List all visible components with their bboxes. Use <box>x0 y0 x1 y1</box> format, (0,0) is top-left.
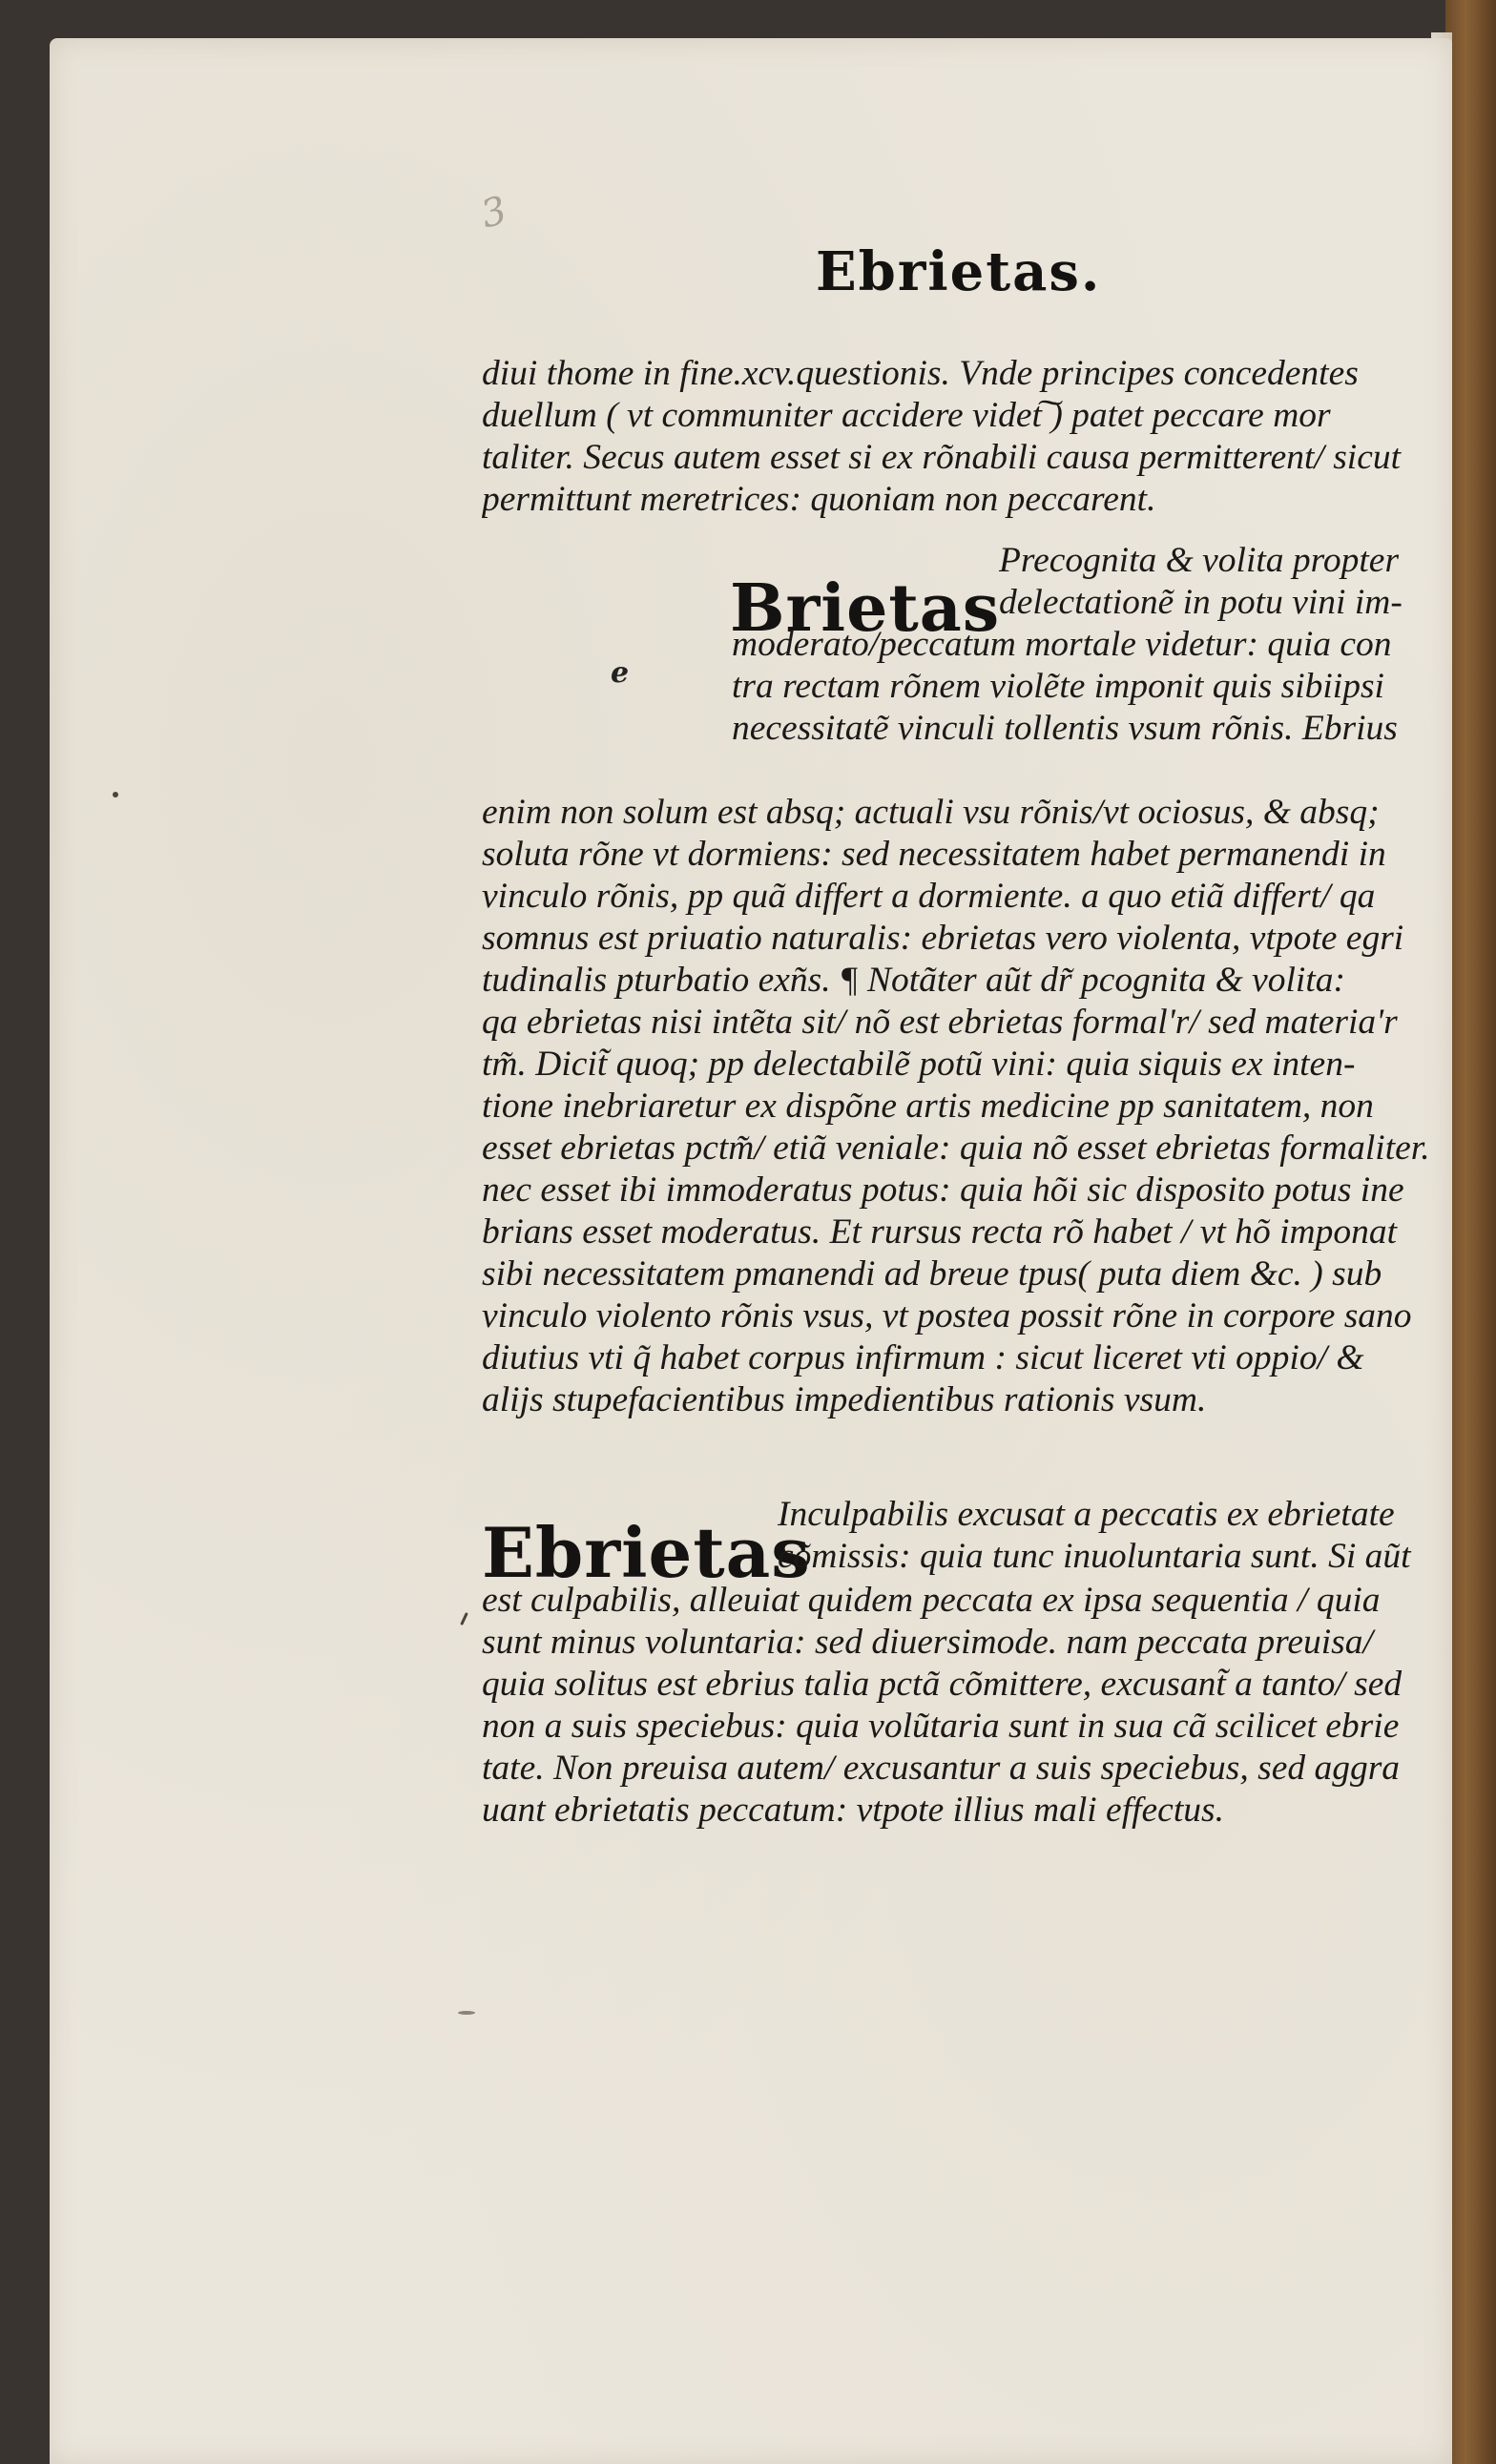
text-line: Inculpabilis excusat a peccatis ex ebrietate <box>778 1495 1395 1534</box>
text-line: esset ebrietas pctm̃/ etiã veniale: quia nõ esset ebrietas formaliter. <box>482 1128 1430 1168</box>
text-line: delectationẽ in potu vini im- <box>999 583 1402 622</box>
text-line: quia solitus est ebrius talia pctã cõmittere, excusant̃ a tanto/ sed <box>482 1665 1402 1704</box>
margin-letter: e <box>611 656 630 690</box>
section2-body <box>482 1580 1455 1832</box>
text-line: sibi necessitatem pmanendi ad breue tpus( puta diem &c. ) sub <box>482 1254 1382 1294</box>
section1-body <box>482 792 1455 1421</box>
running-header: Ebrietas. <box>816 240 1102 303</box>
text-line: nec esset ibi immoderatus potus: quia hõi sic disposito potus ine <box>482 1170 1404 1210</box>
text-line: alijs stupefacientibus impedientibus rationis vsum. <box>482 1380 1207 1419</box>
section2-side-block <box>482 1494 1455 1578</box>
text-line: est culpabilis, alleuiat quidem peccata ex ipsa sequentia / quia <box>482 1581 1381 1620</box>
text-line: moderato/peccatum mortale videtur: quia con <box>732 625 1392 664</box>
ink-speck <box>458 2011 475 2015</box>
text-line: necessitatẽ vinculi tollentis vsum rõnis. Ebrius <box>732 709 1398 748</box>
text-line: vinculo rõnis, pp quã differt a dormiente. a quo etiã differt/ qa <box>482 877 1376 916</box>
text-line: Precognita & volita propter <box>999 541 1400 580</box>
text-line: somnus est priuatio naturalis: ebrietas vero violenta, vtpote egri <box>482 919 1404 958</box>
text-line: soluta rõne vt dormiens: sed necessitatem habet permanendi in <box>482 835 1386 874</box>
section-heading-ebrietas: Ebrietas <box>482 1512 811 1593</box>
ink-speck <box>113 792 118 797</box>
text-line: non a suis speciebus: quia volũtaria sunt in sua cã scilicet ebrie <box>482 1707 1400 1746</box>
text-line: diui thome in fine.xcv.questionis. Vnde principes concedentes <box>482 354 1359 393</box>
text-line: enim non solum est absq; actuali vsu rõnis/vt ociosus, & absq; <box>482 793 1380 832</box>
text-line: tra rectam rõnem violẽte imponit quis sibiipsi <box>732 667 1384 706</box>
section-heading-brietas: Brietas <box>730 570 1001 647</box>
text-line: taliter. Secus autem esset si ex rõnabili causa permitterent/ sicut <box>482 438 1402 477</box>
intro-block <box>482 353 1455 521</box>
text-line: sunt minus voluntaria: sed diuersimode. nam peccata preuisa/ <box>482 1623 1373 1662</box>
text-line: uant ebrietatis peccatum: vtpote illius mali effectus. <box>482 1791 1224 1830</box>
text-line: permittunt meretrices: quoniam non peccarent. <box>482 480 1156 519</box>
text-line: vinculo violento rõnis vsus, vt postea possit rõne in corpore sano <box>482 1296 1412 1336</box>
text-line: cõmissis: quia tunc inuoluntaria sunt. Si aũt <box>778 1537 1411 1576</box>
section1-side-block <box>482 540 1455 750</box>
text-line: qa ebrietas nisi intẽta sit/ nõ est ebrietas formal'r/ sed materia'r <box>482 1003 1398 1042</box>
text-line: duellum ( vt communiter accidere videt͠ ) patet peccare mor <box>482 396 1331 435</box>
text-line: diutius vti q̃ habet corpus infirmum : sicut liceret vti oppio/ & <box>482 1338 1364 1377</box>
text-line: tate. Non preuisa autem/ excusantur a suis speciebus, sed aggra <box>482 1749 1401 1788</box>
text-line: brians esset moderatus. Et rursus recta rõ habet / vt hõ imponat <box>482 1212 1397 1252</box>
text-line: tm̃. Dicit̃ quoq; pp delectabilẽ potũ vini: quia siquis ex inten- <box>482 1045 1356 1084</box>
text-line: tione inebriaretur ex dispõne artis medicine pp sanitatem, non <box>482 1087 1374 1126</box>
text-line: tudinalis pturbatio exñs. ¶ Notãter aũt dr̃ pcognita & volita: <box>482 961 1345 1000</box>
page-top-mark: 3 <box>476 188 511 238</box>
